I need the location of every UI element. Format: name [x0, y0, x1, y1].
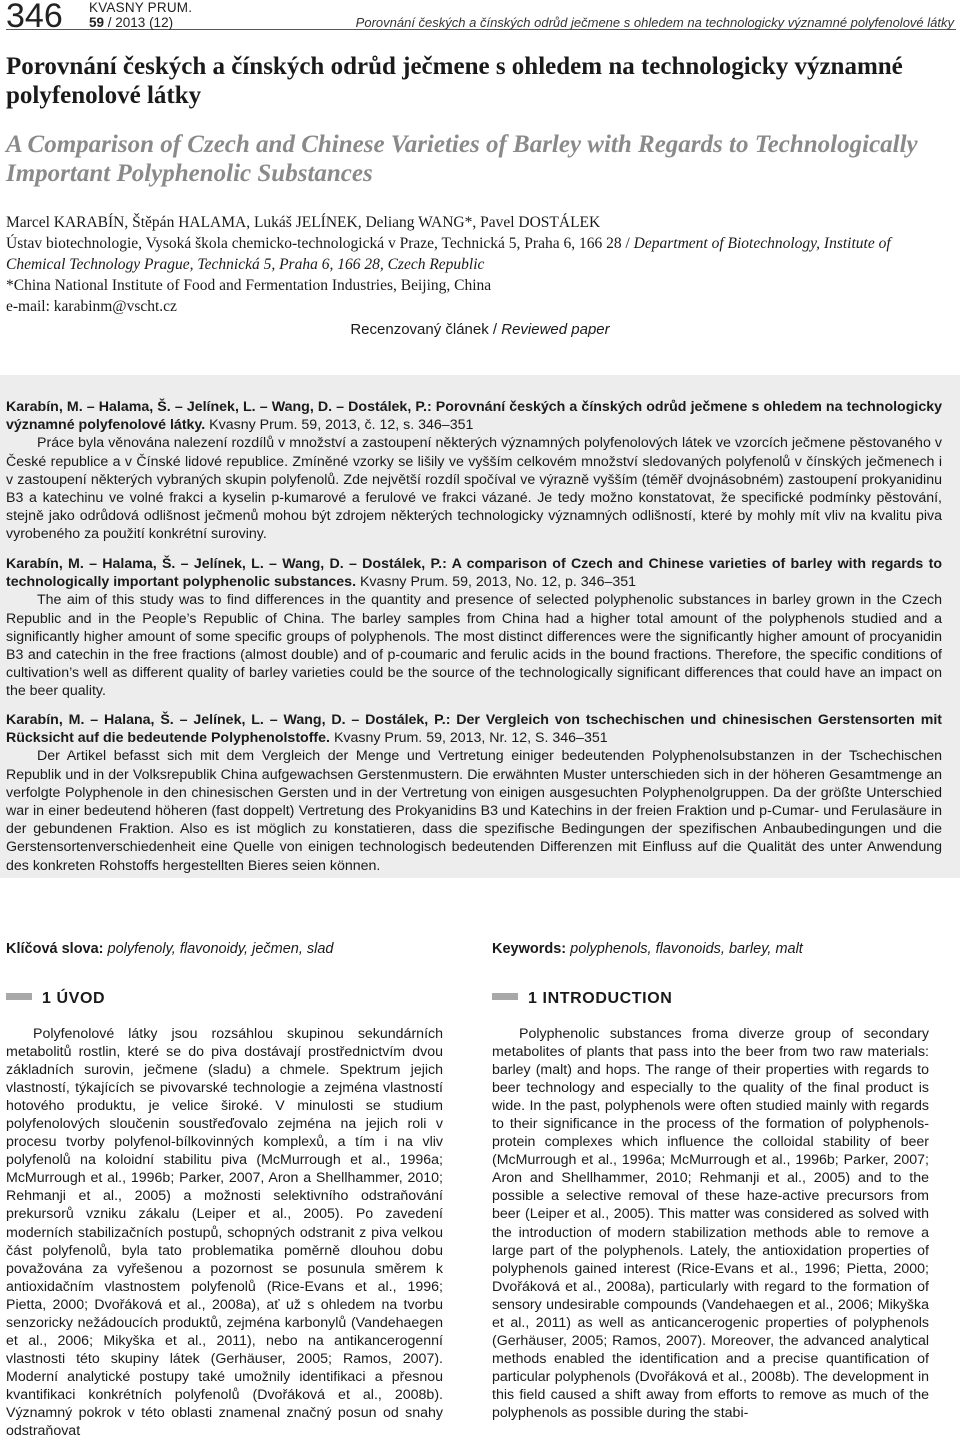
review-status-english: Reviewed paper [501, 321, 610, 338]
body-column-english [492, 1025, 929, 1422]
running-title: Porovnání českých a čínských odrůd ječmene s ohledem na technologicky významné polyfenolové látky [355, 15, 954, 30]
section-heading-czech-text: 1 ÚVOD [42, 990, 106, 1007]
review-status-czech: Recenzovaný článek / [350, 321, 502, 338]
contact-email: e-mail: karabinm@vscht.cz [6, 298, 177, 315]
abstract-english [6, 555, 942, 701]
body-text-english: Polyphenolic substances froma diverze group of secondary metabolites of plants that pass into the beer from two raw materials: barley (malt) and hops. The range of their properties with regards to beer technology and especially to the quality of the final product is wide. In the past, polyphenols were often studied mainly with regards to their significance in the process of the formation of polyphenols-protein complexes which influence the colloidal stability of beer (McMurrough et al., 1996a; McMurrough et al., 1996b; Parker, 2007; Aron and Shellhammer, 2010; Rehmanji et al., 2005) and to the possible a selective removal of these haze-active precursors from beer (Leiper et al., 2005). This matter was considered as solved with the introduction of modern stabilization methods able to remove a large part of the polyphenols. Lately, the antioxidation properties of polyphenols gained interest (Rice-Evans et al., 1996; Pietta, 2000; Dvořáková et al., 2008a), particularly with regard to the formation of sensory undesirable compounds (Vandehaegen et al., 2006; Mikyška et al., 2011) as well as anticancerogenic properties of polyphenols (Gerhäuser, 2005; Ramos, 2007). Moreover, the advanced analytical methods enabled the identification and a precise quantification of particular polyphenols (Dvořáková et al., 2008b). The development in this field caused a shift away from efforts to remove as much of the polyphenols as possible during the stabi- [492, 1026, 929, 1421]
abstract-czech-citation: Karabín, M. – Halama, Š. – Jelínek, L. – Wang, D. – Dostálek, P.: Porovnání českých a čínských odrůd ječmene s ohledem na technologicky významné polyfenolové látky. [6, 399, 942, 434]
body-text-czech: Polyfenolové látky jsou rozsáhlou skupinou sekundárních metabolitů rostlin, které se do piva dostávají prostřednictvím dvou základních surovin, ječmene (sladu) a chmele. Spektrum jejich vlastností, týkajících se pivovarské technologie a zejména vlastností hotového produktu, je velice široké. V minulosti se studium polyfenolových sloučenin soustřeďovalo zejména na jejich roli v procesu tvorby polyfenol-bílkovinných komplexů, a tím i na vliv polyfenolů na koloidní stabilitu piva (McMurrough et al., 1996a; McMurrough et al., 1996b; Parker, 2007, Aron a Shellhammer, 2010; Rehmanji et al., 2005) a možnosti selektivního odstraňování prekursorů vzniku zákalu (Leiper et al., 2005). Po zavedení moderních stabilizačních postupů, schopných odstranit z piva velkou část polyfenolů, byla tato problematika poměrně dlouhou dobu považována za vyřešenou a pozornost se posunula směrem k antioxidačním vlastnostem polyfenolů (Rice-Evans et al., 1996; Pietta, 2000; Dvořáková et al., 2008a), ať už s ohledem na tvorbu senzoricky nežádoucích produktů, zejména karbonylů (Vandehaegen et al., 2006; Mikyška et al., 2011), nebo na antikancerogenní vlastnosti této skupiny látek (Gerhäuser, 2005; Ramos, 2007). Moderní analytické postupy také umožnily identifikaci a přesnou kvantifikaci konkrétních polyfenolů (Dvořáková et al., 2008b). Významný pokrok v této oblasti znamenal značný posun od snahy odstraňovat [6, 1026, 443, 1440]
keywords-czech [6, 940, 334, 958]
section-heading-czech [6, 990, 105, 1008]
review-status [0, 321, 960, 339]
body-column-czech [6, 1025, 443, 1440]
affiliation-czech: Ústav biotechnologie, Vysoká škola chemicko-technologická v Praze, Technická 5, Praha 6, 166 28 / [6, 235, 634, 252]
page-header [6, 0, 956, 35]
article-title-czech: Porovnání českých a čínských odrůd ječmene s ohledem na technologicky významné polyfenolové látky [6, 53, 903, 109]
keywords-english-value: polyphenols, flavonoids, barley, malt [566, 941, 803, 957]
author-list: Marcel KARABÍN, Štěpán HALAMA, Lukáš JELÍNEK, Deliang WANG*, Pavel DOSTÁLEK [6, 214, 601, 231]
abstract-german [6, 711, 942, 875]
abstract-english-source: Kvasny Prum. 59, 2013, No. 12, p. 346–351 [356, 574, 637, 591]
abstract-german-source: Kvasny Prum. 59, 2013, Nr. 12, S. 346–351 [330, 730, 608, 747]
abstract-czech-source: Kvasny Prum. 59, 2013, č. 12, s. 346–351 [205, 417, 474, 434]
section-marker [492, 993, 518, 1000]
keywords-english-label: Keywords: [492, 941, 567, 957]
section-heading-english-text: 1 INTRODUCTION [528, 990, 673, 1007]
affiliation-english: Department of Biotechnology, Institute of Chemical Technology Prague, Technická 5, Praha 6, 166 28, Czech Republic [6, 235, 891, 273]
section-heading-english [492, 990, 672, 1008]
journal-year-issue: / 2013 (12) [104, 15, 174, 30]
journal-volume: 59 [89, 15, 105, 30]
keywords-english [492, 940, 803, 958]
abstract-english-text: The aim of this study was to find differences in the quantity and presence of selected polyphenolic substances in barley grown in the Czech Republic and in the People’s Republic of China. The barley samples from China had a higher total amount of the polyphenols studied and a significantly higher amount of some specific groups of polyphenols. The most distinct differences were the significantly higher amount of procyanidin B3 and catechin in the free fractions (almost double) and of p-coumaric and ferulic acids in the bound fractions. Therefore, the specific conditions of cultivation’s well as different quality of barley varieties could be the source of the technologically significant differences that could have an impact on the beer quality. [6, 592, 942, 700]
section-marker [6, 993, 32, 1000]
abstract-english-citation: Karabín, M. – Halama, Š. – Jelínek, L. – Wang, D. – Dostálek, P.: A comparison of Czech and Chinese varieties of barley with regards to technologically important polyphenolic substances. [6, 556, 942, 591]
journal-name: KVASNY PRUM. [89, 0, 193, 15]
keywords-czech-label: Klíčová slova: [6, 941, 104, 957]
article-title-english: A Comparison of Czech and Chinese Varieties of Barley with Regards to Technologically Important Polyphenolic Substances [6, 131, 918, 187]
affiliation-secondary: *China National Institute of Food and Fermentation Industries, Beijing, China [6, 277, 492, 294]
abstract-czech-text: Práce byla věnována nalezení rozdílů v množství a zastoupení některých významných polyfenolových látek ve vzorcích ječmene pěstovaného v České republice a v Čínské lidové republice. Zmíněné vzorky se lišily ve vyšším celkovém množství sledovaných polyfenolů v čínských ječmenech i v zastoupení některých vybraných skupin polyfenolů. Zde největší rozdíl spočíval ve výrazně vyšším (téměř dvojnásobném) zastoupení prokyanidinu B3 a katechinu ve volné frakci a kyselin p-kumarové a ferulové ve frakci vázané. Je tedy možno konstatovat, že specifické podmínky pěstování, stejně jako odrůdová odlišnost ječmenů mohou být zdrojem některých technologicky významných odlišností, které by mohly mít vliv na kvalitu piva vyrobeného za použití konkrétní suroviny. [6, 435, 942, 543]
keywords-czech-value: polyfenoly, flavonoidy, ječmen, slad [103, 941, 334, 957]
affiliation [6, 233, 946, 275]
journal-issue [89, 15, 173, 30]
abstract-german-text: Der Artikel befasst sich mit dem Vergleich der Menge und Vertretung einiger bedeutenden Polyphenolsubstanzen in der Tschechischen Republik und in der Volksrepublik China aufgewachsen Gerstenmustern. Die erwähnten Muster unterschieden sich in der höheren Gesamtmenge an verfolgte Polyphenole in den chinesischen Gersten und in der Vertretung von einigen ausgesuchten Polyphenolgruppen. Da der größte Unterschied war in einer bedeutend höheren (fast doppelt) Vertretung des Prokyanidins B3 und Katechins in der freien Fraktion und p-Cumar- und Ferulasäure in der gebundenen Fraktion. Also es ist möglich zu konstatieren, dass die spezifische Bedingungen der spezifischen Anbaubedingungen und die Gerstensortenverschiedenheit eine Quelle von einigen technologisch bedeutenden Differenzen mit Einfluss auf die Qualität des unter Anwendung des konkreten Rohstoffs hergestellten Bieres seien können. [6, 748, 942, 874]
page-number: 346 [6, 0, 63, 35]
abstract-czech [6, 398, 942, 544]
abstract-german-citation: Karabín, M. – Halana, Š. – Jelínek, L. – Wang, D. – Dostálek, P.: Der Vergleich von tschechischen und chinesischen Gerstensorten mit Rücksicht auf die bedeutende Polyphenolstoffe. [6, 712, 942, 747]
